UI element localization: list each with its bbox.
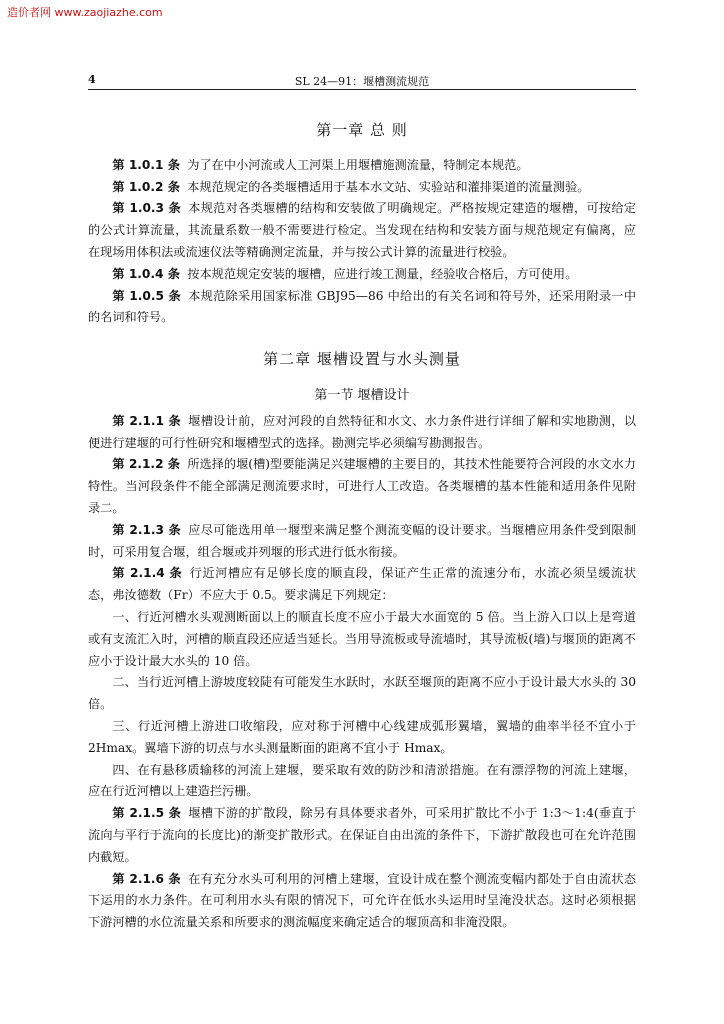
clause-text: 本规范规定的各类堰槽适用于基本水文站、实验站和灌排渠道的流量测验。	[187, 179, 590, 194]
clause-number: 第 2.1.3 条	[112, 522, 181, 537]
list-item: 四、在有悬移质输移的河流上建堰，要采取有效的防沙和清淤措施。在有漂浮物的河流上建堰，应在行近河槽以上建造拦污栅。	[88, 762, 636, 799]
clause	[88, 454, 636, 519]
clause	[88, 198, 636, 263]
clause-number: 第 2.1.1 条	[112, 413, 181, 428]
list-item: 二、当行近河槽上游坡度较陡有可能发生水跃时，水跃至堰顶的距离不应小于设计最大水头的 30 倍。	[88, 675, 636, 712]
clause-number: 第 2.1.5 条	[112, 806, 182, 821]
page-number: 4	[88, 73, 96, 86]
clause	[88, 264, 636, 286]
section-1-clauses	[88, 411, 636, 607]
page-body	[88, 108, 636, 934]
clause-number: 第 2.1.6 条	[112, 871, 181, 886]
section-1-clauses-after	[88, 803, 636, 934]
chapter-1-title: 第一章 总 则	[316, 121, 408, 139]
clause-number: 第 1.0.1 条	[112, 157, 180, 172]
running-title: SL 24—91：堰槽测流规范	[294, 75, 430, 88]
chapter-1-clauses	[88, 155, 636, 329]
clause-text: 堰槽下游的扩散段，除另有具体要求者外，可采用扩散比不小于 1:3～1:4(垂直于流向与平行于流向的长度比)的渐变扩散形式。在保证自由出流的条件下，下游扩散段也可在允许范围内截短。	[88, 806, 637, 864]
section-1-items	[88, 607, 636, 803]
clause	[88, 155, 636, 177]
clause-number: 第 1.0.5 条	[112, 288, 181, 303]
clause-text: 堰槽设计前，应对河段的自然特征和水文、水力条件进行详细了解和实地勘测，以便进行建堰的可行性研究和堰槽型式的选择。勘测完毕必须编写勘测报告。	[88, 413, 637, 450]
clause-number: 第 2.1.4 条	[112, 566, 183, 581]
page-header	[88, 73, 636, 90]
clause	[88, 411, 636, 455]
list-item: 三、行近河槽上游进口收缩段，应对称于河槽中心线建成弧形翼墙，翼墙的曲率半径不宜小于 2Hmax。翼墙下游的切点与水头测量断面的距离不宜小于 Hmax。	[88, 718, 636, 755]
clause	[88, 520, 636, 564]
clause	[88, 563, 636, 607]
chapter-2-title: 第二章 堰槽设置与水头测量	[263, 350, 461, 369]
clause	[88, 803, 636, 868]
clause-number: 第 1.0.3 条	[112, 201, 181, 216]
clause-text: 按本规范规定安装的堰槽，应进行竣工测量，经验收合格后，方可使用。	[187, 266, 578, 281]
clause-number: 第 1.0.4 条	[112, 266, 180, 281]
clause-text: 行近河槽应有足够长度的顺直段，保证产生正常的流速分布，水流必须呈缓流状态，弗汝德数（Fr）不应大于 0.5。要求满足下列规定：	[88, 566, 637, 603]
clause-number: 第 1.0.2 条	[112, 179, 180, 194]
clause	[88, 177, 636, 199]
clause-text: 在有充分水头可利用的河槽上建堰，宜设计成在整个测流变幅内都处于自由流状态下运用的水力条件。在可利用水头有限的情况下，可允许在低水头运用时呈淹没状态。这时必须根据下游河槽的水位流量关系和所要求的测流幅度来确定适合的堰顶高和非淹没限。	[88, 871, 637, 930]
section-1-title: 第一节 堰槽设计	[314, 387, 410, 403]
clause	[88, 869, 636, 934]
clause-text: 应尽可能选用单一堰型来满足整个测流变幅的设计要求。当堰槽应用条件受到限制时，可采用复合堰，组合堰或并列堰的形式进行低水衔接。	[88, 522, 637, 559]
clause-text: 为了在中小河流或人工河渠上用堰槽施测流量，特制定本规范。	[187, 157, 529, 172]
clause	[88, 286, 636, 330]
clause-text: 所选择的堰(槽)型要能满足兴建堰槽的主要目的，其技术性能要符合河段的水文水力特性。当河段条件不能全部满足测流要求时，可进行人工改造。各类堰槽的基本性能和适用条件见附录二。	[88, 457, 636, 515]
list-item: 一、行近河槽水头观测断面以上的顺直长度不应小于最大水面宽的 5 倍。当上游入口以上是弯道或有支流汇入时，河槽的顺直段还应适当延长。当用导流板或导流墙时，其导流板(墙)与堰顶的距离不应小于设计最大水头的 10 倍。	[88, 609, 636, 668]
watermark: 造价者网 www.zaojiazhe.com	[7, 6, 163, 19]
clause-text: 本规范除采用国家标准 GBJ95—86 中给出的有关名词和符号外，还采用附录一中的名词和符号。	[88, 288, 637, 325]
clause-text: 本规范对各类堰槽的结构和安装做了明确规定。严格按规定建造的堰槽，可按给定的公式计算流量，其流量系数一般不需要进行检定。当发现在结构和安装方面与规范规定有偏离，应在现场用体积法或流速仪法等精确测定流量，并与按公式计算的流量进行校验。	[88, 201, 637, 259]
clause-number: 第 2.1.2 条	[112, 457, 180, 472]
